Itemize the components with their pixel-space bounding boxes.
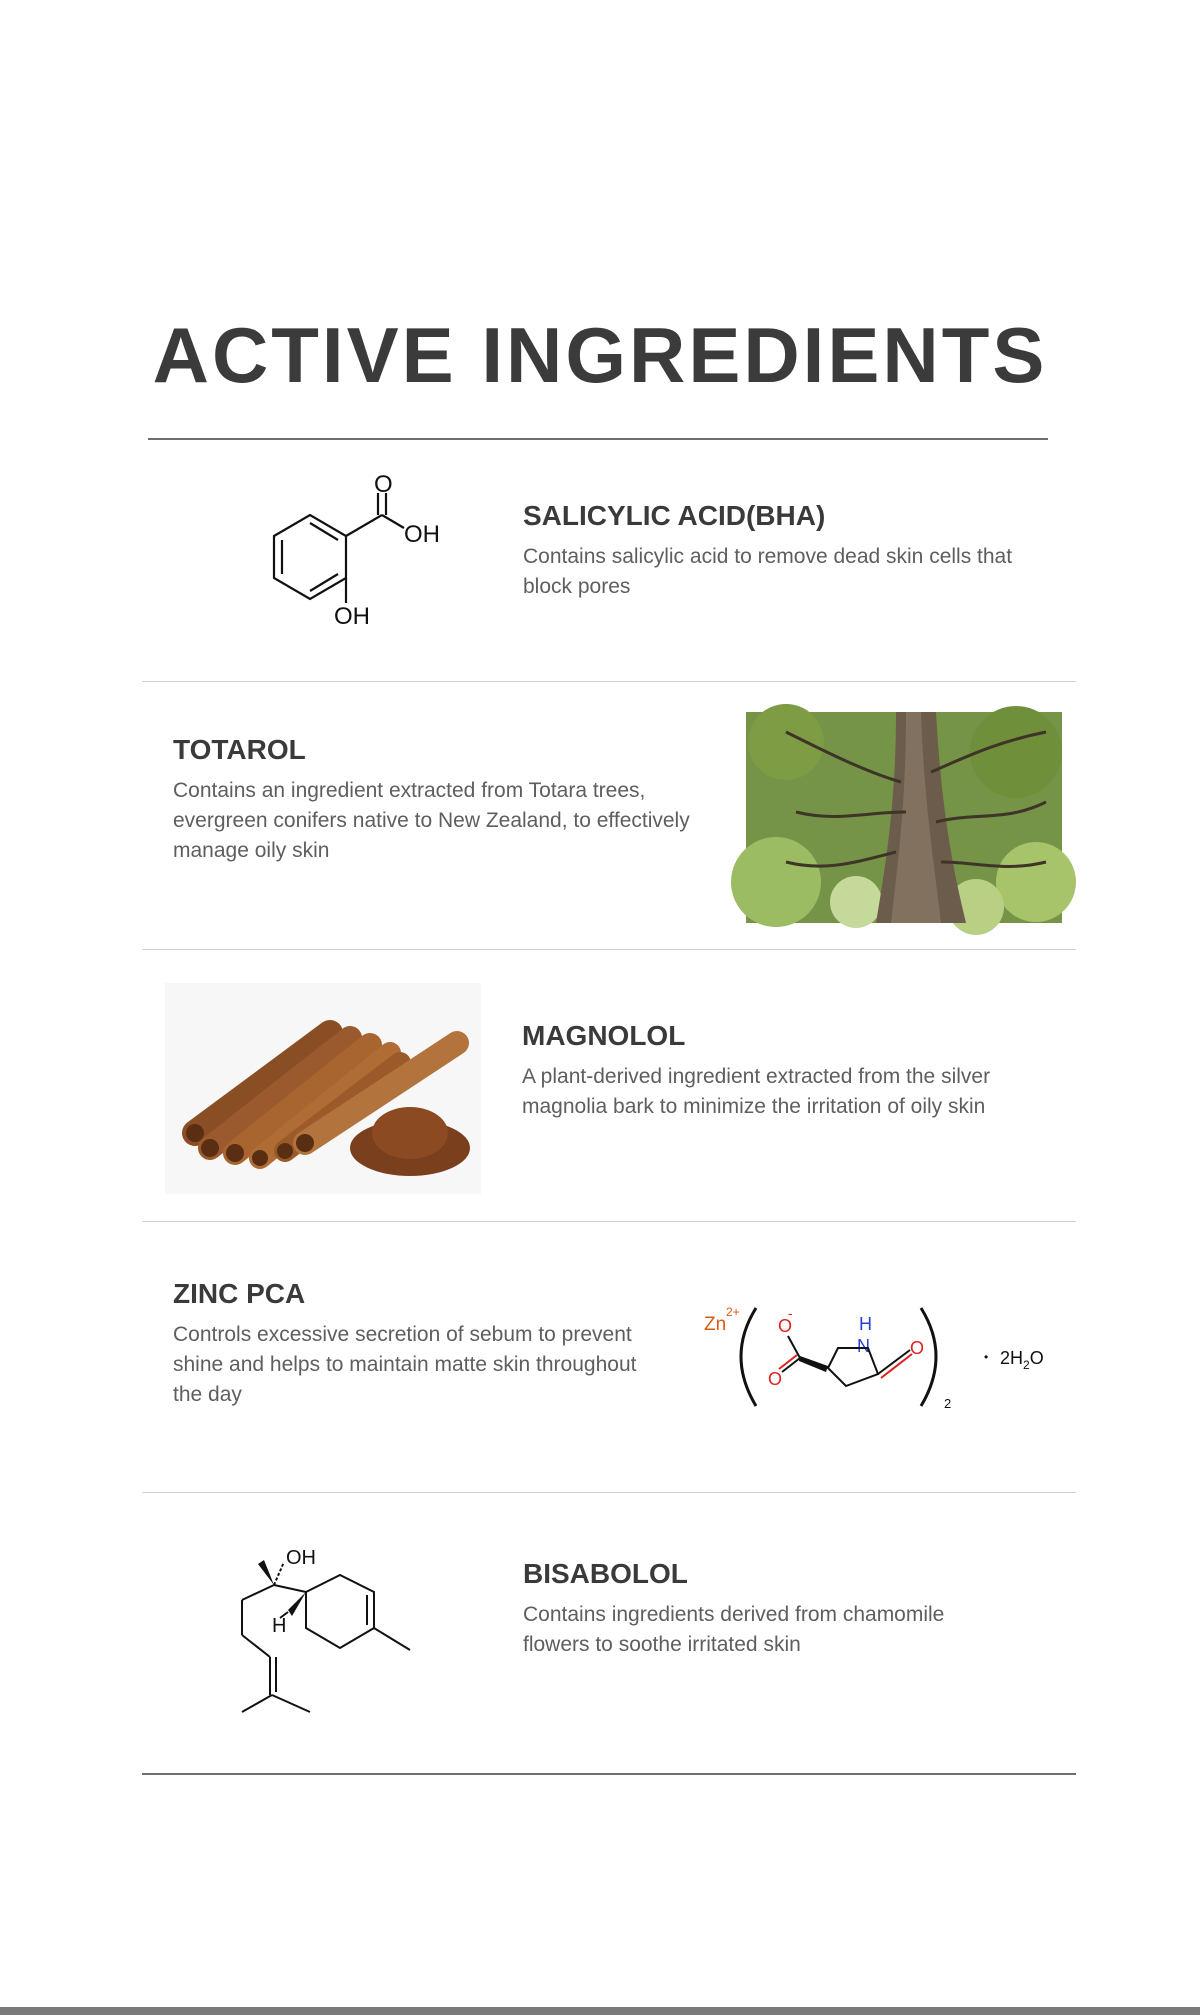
salicylic-acid-structure-icon xyxy=(232,471,440,638)
atom-label: OH xyxy=(404,521,440,548)
atom-label: • xyxy=(984,1350,989,1364)
ingredient-description: Contains an ingredient extracted from Totara trees, evergreen conifers native to New Zealand, to effectively manage oily skin xyxy=(173,779,690,862)
section-divider xyxy=(142,1773,1076,1775)
section-divider xyxy=(142,1492,1076,1493)
section-divider xyxy=(142,1221,1076,1222)
bottom-bar xyxy=(0,2007,1200,2015)
atom-label: - xyxy=(788,1305,793,1321)
atom-label: 2 xyxy=(944,1396,952,1411)
atom-label: H xyxy=(272,1615,287,1637)
ingredient-name: MAGNOLOL xyxy=(522,1020,686,1051)
ingredient-name: TOTAROL xyxy=(173,734,306,765)
section-divider xyxy=(142,949,1076,950)
ingredient-description: Controls excessive secretion of sebum to prevent shine and helps to maintain matte skin throughout the day xyxy=(173,1323,637,1406)
atom-label: H xyxy=(859,1314,872,1334)
atom-label: O xyxy=(768,1369,783,1389)
totara-tree-photo xyxy=(746,712,1062,923)
bisabolol-structure-icon xyxy=(232,1540,422,1720)
ingredient-name: BISABOLOL xyxy=(523,1558,688,1589)
magnolia-bark-photo xyxy=(165,983,481,1194)
ingredient-description: A plant-derived ingredient extracted from the silver magnolia bark to minimize the irritation of oily skin xyxy=(522,1065,991,1118)
ingredient-description: Contains salicylic acid to remove dead skin cells that block pores xyxy=(523,545,1013,598)
ingredient-name: SALICYLIC ACID(BHA) xyxy=(523,500,826,531)
ingredient-name: ZINC PCA xyxy=(173,1278,306,1309)
atom-label: OH xyxy=(286,1547,316,1569)
zinc-pca-structure-icon xyxy=(696,1298,1056,1420)
atom-label: Zn xyxy=(704,1314,727,1335)
ingredient-description: Contains ingredients derived from chamomile flowers to soothe irritated skin xyxy=(523,1603,945,1656)
atom-label: 2+ xyxy=(726,1305,740,1319)
page-title: ACTIVE INGREDIENTS xyxy=(152,311,1048,399)
section-divider xyxy=(142,681,1076,682)
atom-label: O xyxy=(778,1316,793,1336)
title-divider xyxy=(148,438,1048,440)
atom-label: OH xyxy=(334,603,370,630)
atom-label: $2H_2O$ xyxy=(1000,1348,1044,1372)
atom-label: O xyxy=(910,1338,925,1358)
atom-label: O xyxy=(374,471,393,498)
atom-label: N xyxy=(857,1336,870,1356)
